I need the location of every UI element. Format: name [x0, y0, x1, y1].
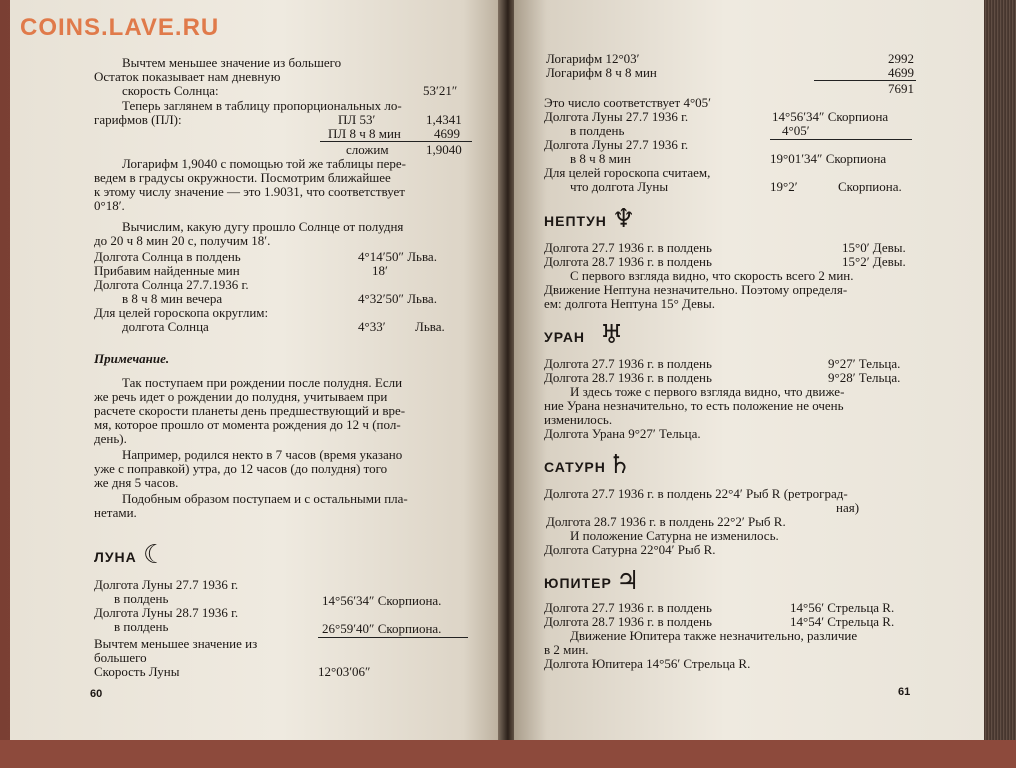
text-line: же дня 5 часов. — [94, 475, 179, 490]
text-line: гарифмов (ПЛ): — [94, 112, 182, 127]
value: 53′21″ — [423, 83, 458, 98]
value: 1,9040 — [426, 142, 462, 157]
value: 4°14′50″ Льва. — [358, 249, 437, 264]
text-line: Долгота 28.7 1936 г. в полдень — [544, 614, 712, 629]
text-line: Долгота Солнца 27.7.1936 г. — [94, 277, 249, 292]
value: 12°03′06″ — [318, 664, 371, 679]
sum-line — [770, 139, 912, 140]
uranus-icon: ♅ — [600, 320, 624, 350]
text-line: С первого взгляда видно, что скорость всего 2 мин. — [570, 268, 854, 283]
value: 9°27′ Тельца. — [828, 356, 901, 371]
value: 15°0′ Девы. — [842, 240, 906, 255]
text-line: Долгота 28.7 1936 г. в полдень 22°2′ Рыб R. — [546, 514, 786, 529]
text-line: Долгота 27.7 1936 г. в полдень — [544, 240, 712, 255]
watermark: COINS.LAVE.RU — [20, 14, 220, 41]
text-line: Прибавим найденные мин — [94, 263, 240, 278]
text-line: в 8 ч 8 мин вечера — [122, 291, 223, 306]
text-line: Вычтем меньшее значение из — [94, 636, 258, 651]
jupiter-icon: ♃ — [616, 566, 640, 596]
sum-line — [318, 637, 468, 638]
text-line: Скорость Луны — [94, 664, 180, 679]
text-line: в 2 мин. — [544, 642, 589, 657]
value: 7691 — [888, 81, 914, 96]
value: 15°2′ Девы. — [842, 254, 906, 269]
text-line: до 20 ч 8 мин 20 с, получим 18′. — [94, 233, 271, 248]
page-number: 60 — [90, 688, 103, 700]
value: 4°33′ — [358, 319, 386, 334]
text-line: Логарифм 1,9040 с помощью той же таблицы пере- — [122, 156, 406, 171]
text-line: ведем в градусы окружности. Посмотрим ближайшее — [94, 170, 391, 185]
neptune-icon: ♆ — [612, 204, 636, 234]
text-line: Долгота Солнца в полдень — [94, 249, 241, 264]
text-line: долгота Солнца — [122, 319, 209, 334]
value: 4699 — [434, 126, 460, 141]
value: 4699 — [888, 65, 914, 80]
value: Льва. — [415, 319, 445, 334]
neptune-heading: НЕПТУН — [544, 213, 607, 229]
value: 19°01′34″ Скорпиона — [770, 151, 887, 166]
text-line: Долгота Луны 27.7 1936 г. — [94, 577, 239, 592]
value: 14°56′34″ Скорпиона. — [322, 593, 442, 608]
saturn-icon: ♄ — [608, 450, 632, 480]
text-line: Долгота 27.7 1936 г. в полдень — [544, 356, 712, 371]
label: ПЛ 53′ — [338, 112, 376, 127]
text-line: уже с поправкой) утра, до 12 часов (до полудня) того — [94, 461, 388, 476]
text-line: Вычислим, какую дугу прошло Солнце от полудня — [122, 219, 404, 234]
text-line: Долгота 27.7 1936 г. в полдень 22°4′ Рыб R (ретроград- — [544, 486, 848, 501]
value: 1,4341 — [426, 112, 462, 127]
value: 2992 — [888, 51, 914, 66]
text-line: 0°18′. — [94, 198, 125, 213]
text-line: ная) — [836, 500, 860, 515]
text-line: И положение Сатурна не изменилось. — [570, 528, 779, 543]
value: 14°54′ Стрельца R. — [790, 614, 895, 629]
text-line: Долгота Сатурна 22°04′ Рыб R. — [544, 542, 716, 557]
text-line: расчете скорости планеты день предшествующий и вре- — [94, 403, 406, 418]
value: 19°2′ — [770, 179, 798, 194]
text-line: Теперь заглянем в таблицу пропорциональных ло- — [122, 98, 402, 113]
value: 9°28′ Тельца. — [828, 370, 901, 385]
text-line: в полдень — [570, 123, 625, 138]
text-line: Это число соответствует 4°05′ — [544, 95, 712, 110]
moon-icon: ☾ — [143, 540, 167, 570]
value: 14°56′34″ Скорпиона — [772, 109, 889, 124]
text-line: Вычтем меньшее значение из большего — [122, 55, 342, 70]
page-number: 61 — [898, 686, 911, 698]
text-line: в полдень — [114, 591, 169, 606]
text-line: мя, которое прошло от момента рождения до 12 ч (пол- — [94, 417, 401, 432]
text-line: изменилось. — [544, 412, 613, 427]
text-line: в полдень — [114, 619, 169, 634]
text-line: Логарифм 12°03′ — [546, 51, 640, 66]
text-line: Движение Юпитера также незначительно, различие — [570, 628, 858, 643]
value: 18′ — [372, 263, 388, 278]
value: 4°05′ — [782, 123, 810, 138]
moon-heading: ЛУНА — [94, 549, 137, 565]
text-line: Долгота Юпитера 14°56′ Стрельца R. — [544, 656, 751, 671]
text-line: же речь идет о рождении до полудня, учитываем при — [94, 389, 388, 404]
text-line: И здесь тоже с первого взгляда видно, что движе- — [570, 384, 845, 399]
jupiter-heading: ЮПИТЕР — [544, 575, 612, 591]
text-line: нетами. — [94, 505, 137, 520]
text-line: Долгота 28.7 1936 г. в полдень — [544, 370, 712, 385]
text-line: в 8 ч 8 мин — [570, 151, 631, 166]
text-line: к этому числу значение — это 1.9031, что соответствует — [94, 184, 405, 199]
text-line: Долгота Луны 27.7 1936 г. — [544, 109, 689, 124]
text-line: Логарифм 8 ч 8 мин — [546, 65, 657, 80]
uranus-heading: УРАН — [544, 329, 586, 345]
value: 14°56′ Стрельца R. — [790, 600, 895, 615]
right-page — [514, 0, 984, 742]
note-heading: Примечание. — [94, 351, 170, 366]
text-line: Так поступаем при рождении после полудня. Если — [122, 375, 403, 390]
label: ПЛ 8 ч 8 мин — [328, 126, 401, 141]
value: 26°59′40″ Скорпиона. — [322, 621, 442, 636]
text-line: Долгота Урана 9°27′ Тельца. — [544, 426, 701, 441]
book-cover-bottom — [0, 740, 1016, 768]
text-line: Для целей гороскопа считаем, — [544, 165, 711, 180]
text-line: что долгота Луны — [570, 179, 669, 194]
text-line: Долгота Луны 27.7 1936 г. — [544, 137, 689, 152]
text-line: день). — [94, 431, 127, 446]
text-line: Например, родился некто в 7 часов (время указано — [122, 447, 403, 462]
value: 4°32′50″ Льва. — [358, 291, 437, 306]
text-line: большего — [94, 650, 147, 665]
text-line: Долгота 28.7 1936 г. в полдень — [544, 254, 712, 269]
text-line: скорость Солнца: — [122, 83, 219, 98]
label: сложим — [346, 142, 389, 157]
left-page — [10, 0, 503, 742]
text-line: Остаток показывает нам дневную — [94, 69, 281, 84]
page-edges — [984, 0, 1016, 768]
value: Скорпиона. — [838, 179, 902, 194]
text-line: Подобным образом поступаем и с остальными пла- — [122, 491, 408, 506]
text-line: Долгота Луны 28.7 1936 г. — [94, 605, 239, 620]
text-line: ем: долгота Нептуна 15° Девы. — [544, 296, 715, 311]
text-line: ние Урана незначительно, то есть положение не очень — [544, 398, 844, 413]
text-line: Для целей гороскопа округлим: — [94, 305, 269, 320]
saturn-heading: САТУРН — [544, 459, 606, 475]
text-line: Долгота 27.7 1936 г. в полдень — [544, 600, 712, 615]
text-line: Движение Нептуна незначительно. Поэтому определя- — [544, 282, 848, 297]
